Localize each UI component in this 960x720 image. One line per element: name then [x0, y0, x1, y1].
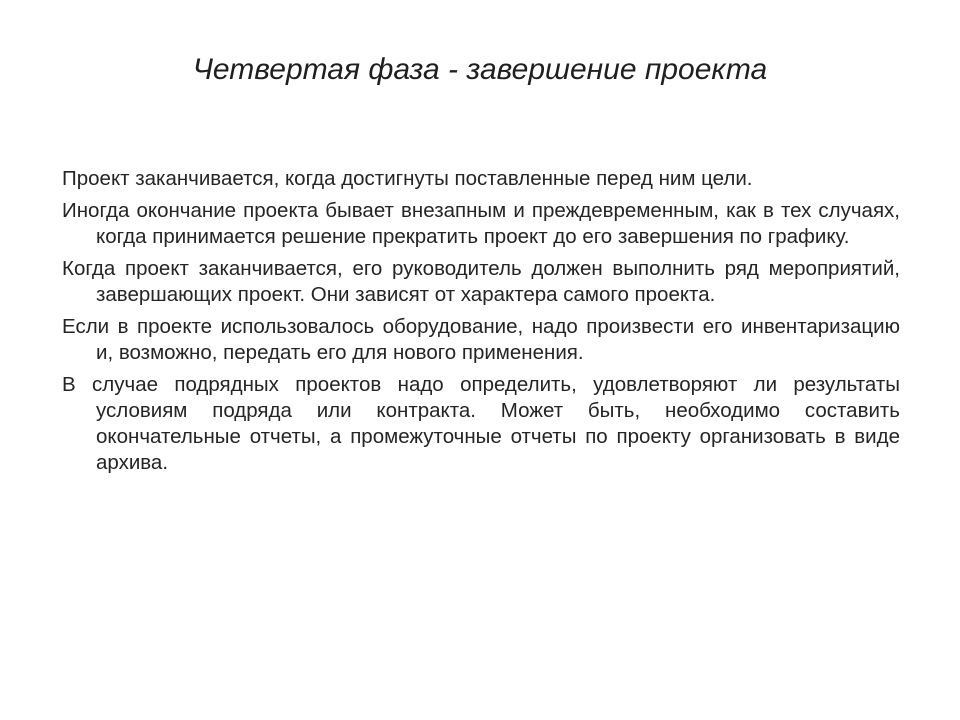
slide-title: Четвертая фаза - завершение проекта: [192, 53, 768, 86]
paragraph-premature-end: Иногда окончание проекта бывает внезапным и преждевременным, как в тех случаях, когда принимается решение прекратить проект до его завершения по графику.: [62, 199, 900, 248]
paragraph-goals-achieved: Проект заканчивается, когда достигнуты поставленные перед ним цели.: [62, 167, 753, 190]
paragraph-manager-actions: Когда проект заканчивается, его руководитель должен выполнить ряд мероприятий, завершающих проект. Они зависят от характера самого проекта.: [62, 257, 900, 306]
paragraph-contract-projects: В случае подрядных проектов надо определить, удовлетворяют ли результаты условиям подряда или контракта. Может быть, необходимо составить окончательные отчеты, а промежуточные отчеты по проекту организовать в виде архива.: [62, 373, 900, 474]
paragraph-equipment: Если в проекте использовалось оборудование, надо произвести его инвентаризацию и, возможно, передать его для нового применения.: [62, 315, 900, 364]
slide-body: [62, 166, 900, 482]
